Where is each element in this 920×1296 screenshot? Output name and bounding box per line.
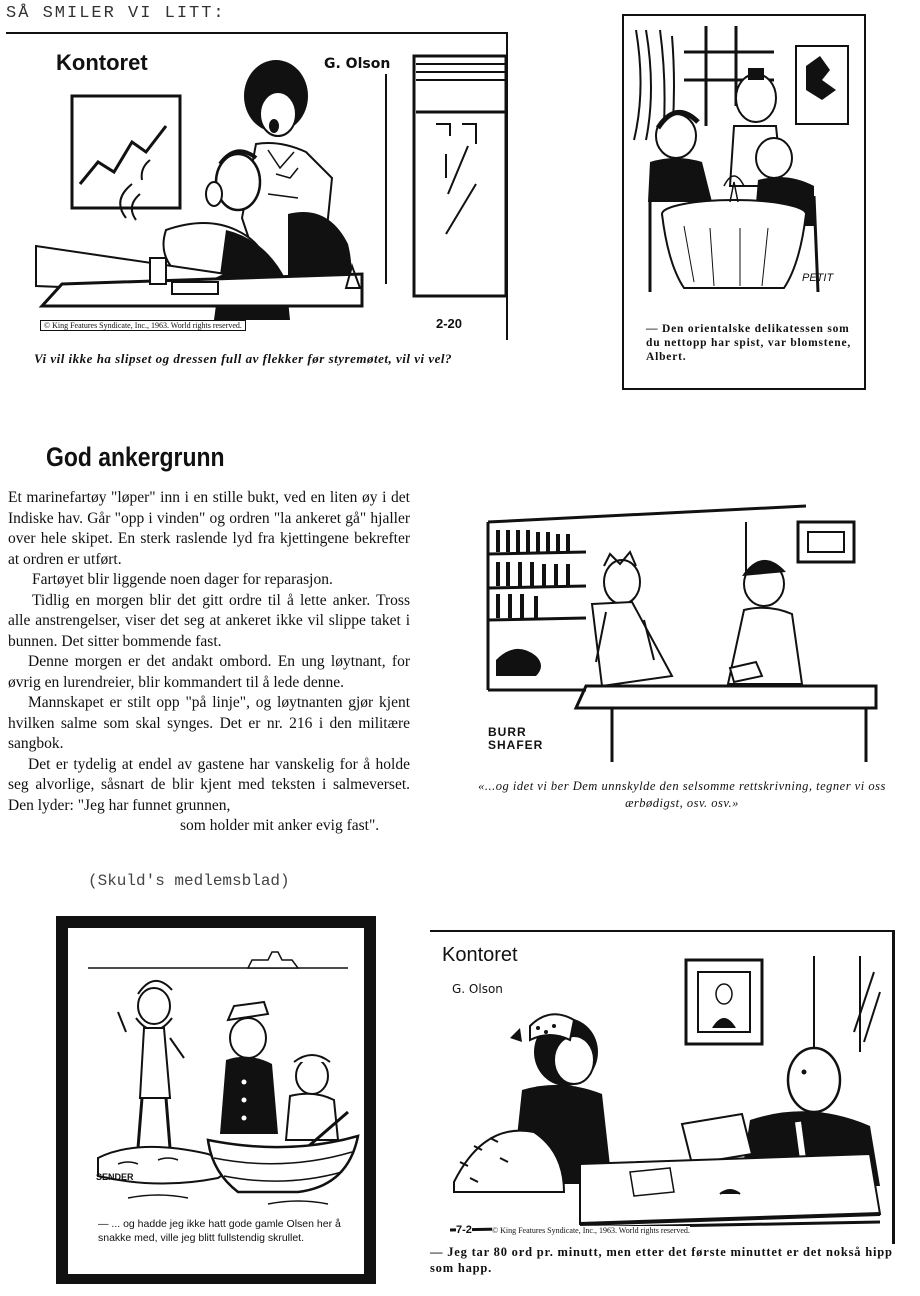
article-paragraph: Det er tydelig at endel av gastene har vanskelig for å holde seg alvorlige, såsnart de blir kjent med teksten i salmeverset. Den lyder: "Jeg har funnet grunnen, (8, 755, 410, 814)
cartoon-restaurant (622, 14, 866, 390)
article-body (8, 488, 410, 837)
strip-title: Kontoret (442, 944, 518, 966)
article-source: (Skuld's medlemsblad) (88, 872, 290, 890)
cartoon-caption: — Jeg tar 80 ord pr. minutt, men etter det første minuttet er det nokså hipp som happ. (430, 1245, 893, 1275)
date-code: 2-20 (436, 316, 463, 331)
artist-signature: PETIT (802, 272, 834, 284)
cartoon-secretary (476, 500, 892, 820)
artist-signature: SENDER (96, 1172, 134, 1182)
cartoon-office-2 (430, 930, 912, 1284)
article-quote-end: som holder mit anker evig fast". (180, 817, 380, 834)
article-paragraph: Denne morgen er det andakt ombord. En ung løytnant, for øvrig en lurendreier, blir kommandert til å lede denne. (8, 653, 410, 691)
strip-title: Kontoret (56, 50, 148, 75)
article-paragraph: Tidlig en morgen blir det gitt ordre til å lette anker. Tross alle anstrengelser, viser det seg at ankeret ikke vil slippe taket i bunnen. Det sitter bommende fast. (8, 591, 410, 650)
cartoon-island (56, 916, 376, 1284)
office-illustration (430, 932, 892, 1244)
artist-signature: G. Olson (452, 982, 503, 996)
cartoon-caption: Vi vil ikke ha slipset og dressen full av flekker før styremøtet, vil vi vel? (34, 351, 452, 366)
artist-signature: G. Olson (324, 56, 391, 72)
page-header: SÅ SMILER VI LITT: (6, 4, 226, 23)
cartoon-caption: «...og idet vi ber Dem unnskylde den selsomme rettskrivning, tegner vi oss ærbødigst, osv. osv.» (478, 779, 886, 810)
cartoon-office-1 (6, 32, 514, 392)
restaurant-illustration (624, 16, 864, 316)
copyright-line: © King Features Syndicate, Inc., 1963. World rights reserved. (492, 1226, 690, 1235)
date-code: 7-2 (456, 1224, 472, 1236)
article-paragraph: Et marinefartøy "løper" inn i en stille bukt, ved en liten øy i det Indiske hav. Går "opp i vinden" og ordren "la ankeret gå" hjaller over hele skipet. En sterk raslende lyd fra kjettingene bekrefter at ordren er utført. (8, 489, 410, 568)
cartoon-caption: — ... og hadde jeg ikke hatt gode gamle Olsen her å snakke med, ville jeg blitt fullstendig skrullet. (98, 1218, 341, 1244)
article-paragraph: Mannskapet er stilt opp "på linje", og løytnanten gjør kjent hvilken salme som skal synges. Det er nr. 216 i den militære sangbok. (8, 694, 410, 752)
cartoon-caption: — Den orientalske delikatessen som du nettopp har spist, var blomstene, Albert. (646, 323, 852, 363)
article-heading: God ankergrunn (46, 442, 225, 472)
copyright-line: © King Features Syndicate, Inc., 1963. World rights reserved. (40, 320, 246, 331)
article-paragraph: Fartøyet blir liggende noen dager for reparasjon. (32, 571, 333, 588)
office-illustration (6, 34, 506, 340)
artist-signature: BURR SHAFER (488, 725, 544, 752)
